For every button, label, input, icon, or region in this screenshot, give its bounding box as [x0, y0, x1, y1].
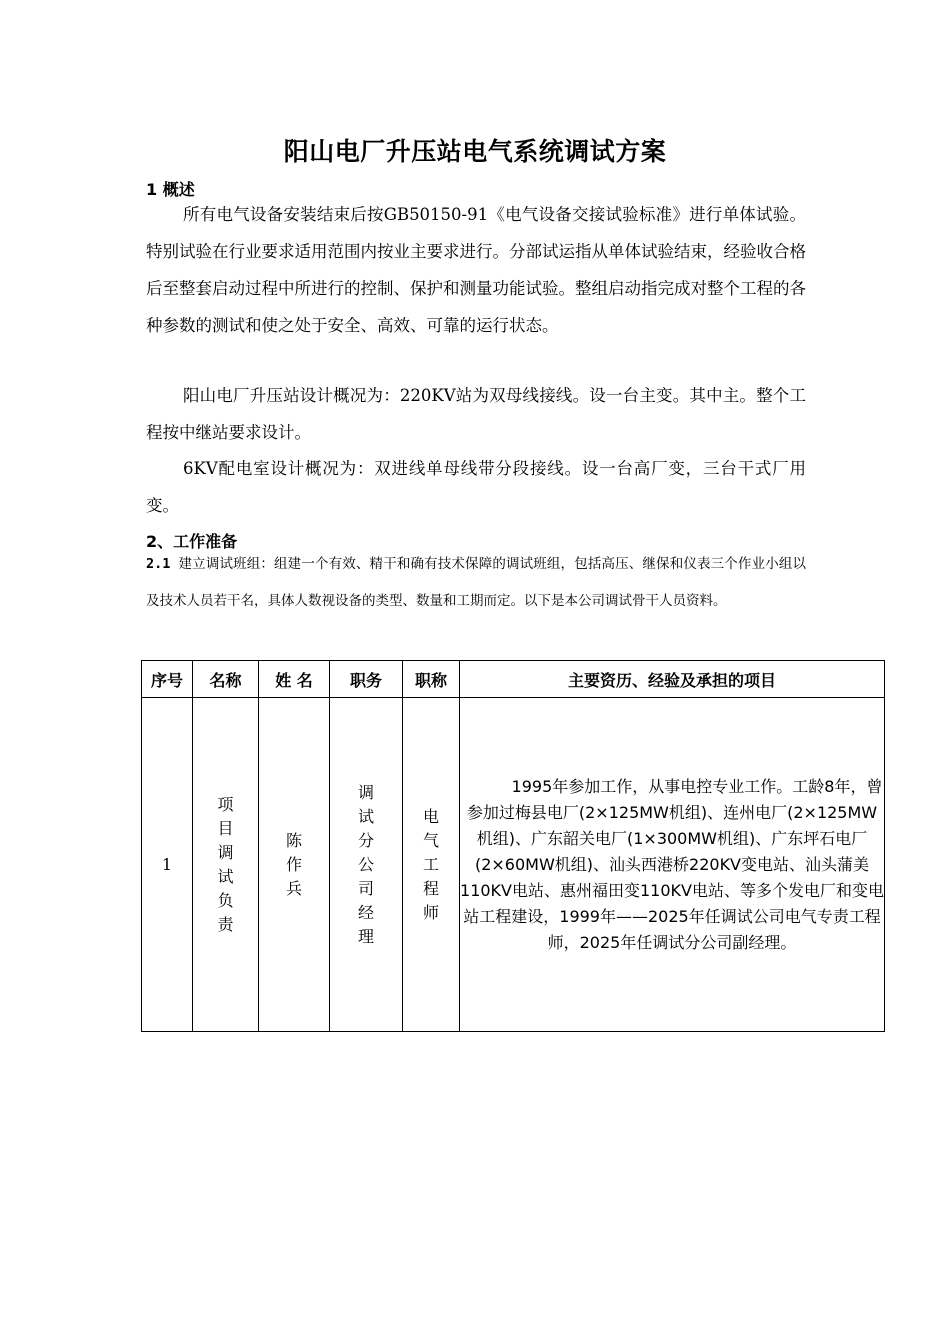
cell-role	[193, 698, 259, 1032]
cell-experience	[460, 698, 885, 1032]
cell-role-text: 项目调试负责	[217, 794, 234, 934]
section1-paragraph-2: 阳山电厂升压站设计概况为：220KV站为双母线接线。设一台主变。其中主。整个工程按中继站要求设计。	[146, 386, 806, 442]
header-name: 姓 名	[259, 661, 330, 698]
header-experience: 主要资历、经验及承担的项目	[460, 661, 885, 698]
section1-heading: 1 概述	[146, 180, 195, 199]
section2-1-text: 建立调试班组：组建一个有效、精干和确有技术保障的调试班组，包括高压、继保和仪表三个作业小组以及技术人员若干名，具体人数视设备的类型、数量和工期而定。以下是本公司调试骨干人员资料。	[146, 556, 806, 609]
header-title: 职称	[403, 661, 460, 698]
cell-name	[259, 698, 330, 1032]
section2-heading: 2、工作准备	[146, 532, 238, 551]
table-header-row	[142, 661, 885, 698]
header-role: 名称	[193, 661, 259, 698]
header-index: 序号	[142, 661, 193, 698]
section2-1-paragraph	[146, 546, 806, 620]
section1-paragraph-3: 6KV配电室设计概况为：双进线单母线带分段接线。设一台高厂变，三台干式厂用变。	[146, 459, 806, 515]
section1-paragraph-1: 所有电气设备安装结束后按GB50150-91《电气设备交接试验标准》进行单体试验。特别试验在行业要求适用范围内按业主要求进行。分部试运指从单体试验结束，经验收合格后至整套启动过程中所进行的控制、保护和测量功能试验。整组启动指完成对整个工程的各种参数的测试和使之处于安全、高效、可靠的运行状态。	[146, 205, 806, 335]
cell-index: 1	[142, 698, 193, 1032]
cell-name-text: 陈作兵	[285, 830, 302, 898]
cell-position	[330, 698, 403, 1032]
cell-title-text: 电气工程师	[422, 806, 439, 922]
cell-position-text: 调试分公司经理	[357, 782, 374, 946]
cell-experience-text: 1995年参加工作，从事电控专业工作。工龄8年，曾参加过梅县电厂(2×125MW机组)、连州电厂(2×125MW机组)、广东韶关电厂(1×300MW机组)、广东坪石电厂(2×60MW机组)、汕头西港桥220KV变电站、汕头蒲美110KV电站、惠州福田变110KV电站、等多个发电厂和变电站工程建设，1999年——2025年任调试公司电气专责工程师，2025年任调试分公司副经理。	[460, 776, 884, 952]
section2-1-number: 2.1	[146, 556, 171, 572]
header-position: 职务	[330, 661, 403, 698]
staff-table	[141, 660, 885, 1032]
document-title: 阳山电厂升压站电气系统调试方案	[283, 137, 667, 166]
cell-title	[403, 698, 460, 1032]
table-row	[142, 698, 885, 1032]
